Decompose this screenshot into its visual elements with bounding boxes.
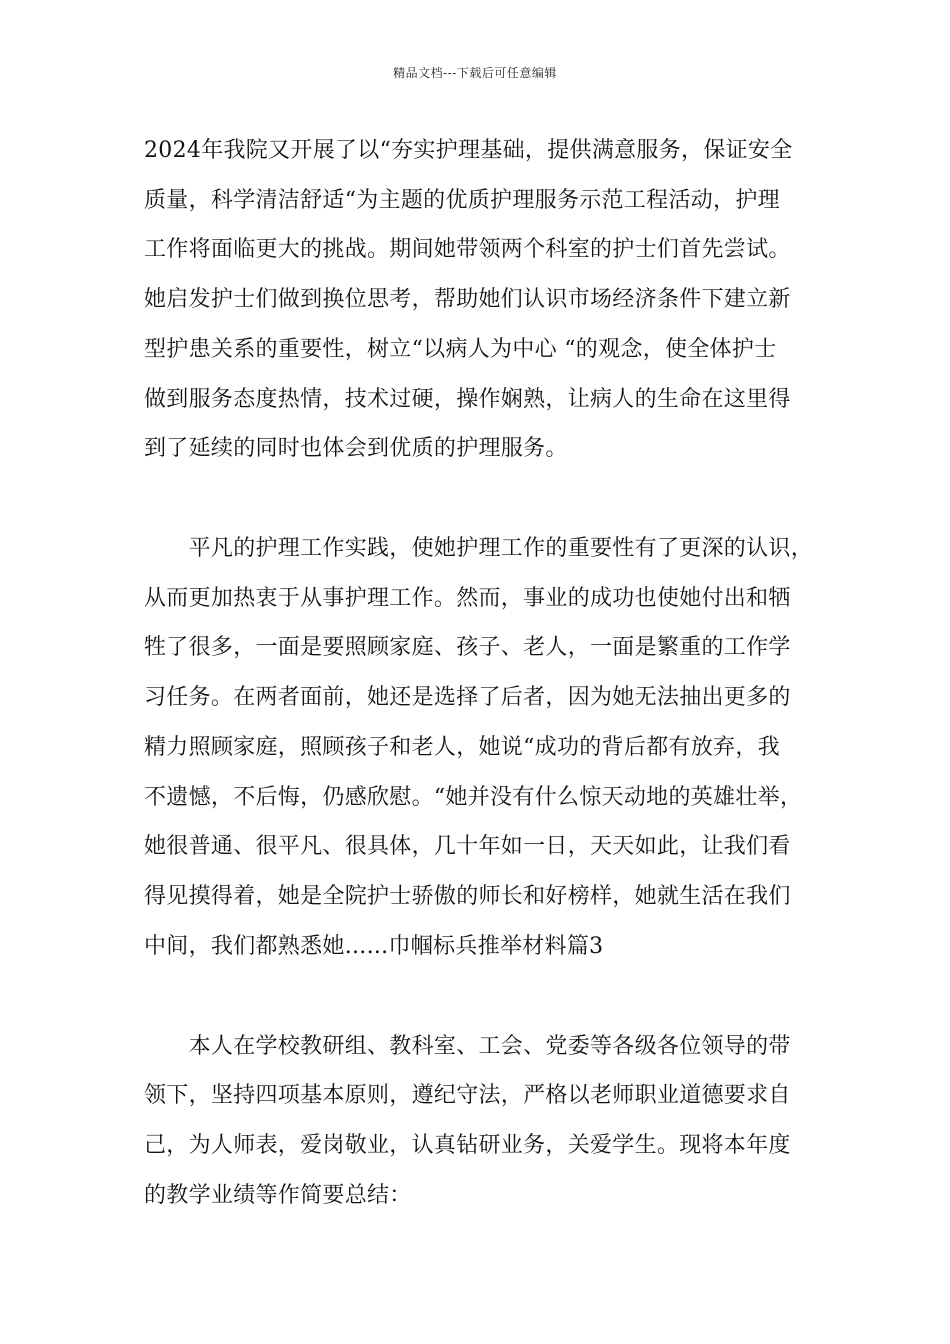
paragraph-line: 她很普通、很平凡、很具体，几十年如一日，天天如此，让我们看: [144, 834, 791, 859]
paragraph-line: 做到服务态度热情，技术过硬，操作娴熟，让病人的生命在这里得: [144, 387, 791, 412]
paragraph-line: 牲了很多，一面是要照顾家庭、孩子、老人，一面是繁重的工作学: [144, 635, 791, 660]
paragraph-line: 的教学业绩等作简要总结：: [144, 1183, 412, 1208]
paragraph-line: 中间，我们都熟悉她......巾帼标兵推举材料篇3: [144, 934, 604, 959]
paragraph-line: 型护患关系的重要性，树立“以病人为中心 “的观念，使全体护士: [144, 337, 777, 362]
paragraph-line: 到了延续的同时也体会到优质的护理服务。: [144, 436, 568, 461]
paragraph-line: 质量，科学清洁舒适“为主题的优质护理服务示范工程活动，护理: [144, 188, 780, 213]
paragraph-line: 从而更加热衷于从事护理工作。然而，事业的成功也使她付出和牺: [144, 586, 791, 611]
paragraph-line: 精力照顾家庭，照顾孩子和老人，她说“成功的背后都有放弃，我: [144, 735, 780, 760]
paragraph-line: 习任务。在两者面前，她还是选择了后者，因为她无法抽出更多的: [144, 685, 791, 710]
paragraph-line: 她启发护士们做到换位思考，帮助她们认识市场经济条件下建立新: [144, 287, 791, 312]
paragraph-line: 己，为人师表，爱岗敬业，认真钻研业务，关爱学生。现将本年度: [144, 1133, 791, 1158]
paragraph-line: 领下，坚持四项基本原则，遵纪守法，严格以老师职业道德要求自: [144, 1083, 791, 1108]
paragraph-line: 2024年我院又开展了以“夯实护理基础，提供满意服务，保证安全: [144, 138, 793, 163]
paragraph-line: 得见摸得着，她是全院护士骄傲的师长和好榜样，她就生活在我们: [144, 884, 791, 909]
paragraph-line: 不遗憾，不后悔，仍感欣慰。“她并没有什么惊天动地的英雄壮举，: [144, 785, 803, 810]
page-header: 精品文档---下载后可任意编辑: [393, 66, 557, 80]
paragraph-line: 工作将面临更大的挑战。期间她带领两个科室的护士们首先尝试。: [144, 237, 791, 262]
paragraph-line: 本人在学校教研组、教科室、工会、党委等各级各位领导的带: [144, 1034, 791, 1059]
paragraph-line: 平凡的护理工作实践，使她护理工作的重要性有了更深的认识，: [144, 536, 814, 561]
